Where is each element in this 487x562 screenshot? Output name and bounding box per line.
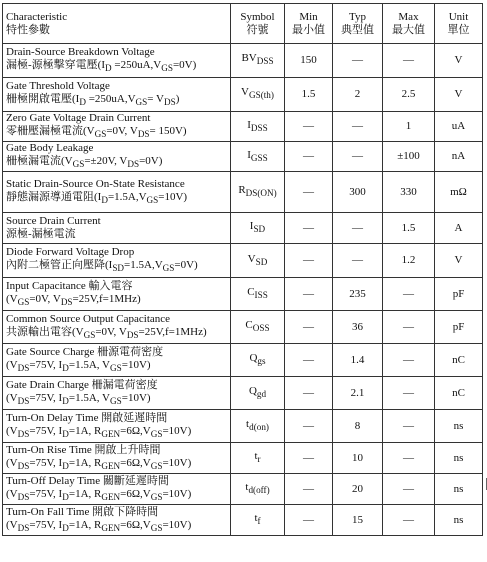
min-cell: — xyxy=(285,443,333,474)
spec-table-body xyxy=(3,44,483,536)
max-cell: — xyxy=(383,311,435,344)
unit-cell: A xyxy=(435,213,483,244)
min-cell: — xyxy=(285,172,333,213)
symbol-cell: $t_f$ xyxy=(231,505,285,536)
min-cell: — xyxy=(285,344,333,377)
unit-cell: ns xyxy=(435,505,483,536)
unit-cell: nC xyxy=(435,344,483,377)
typ-cell: 10 xyxy=(333,443,383,474)
spec-table xyxy=(2,3,483,536)
characteristic-cell xyxy=(3,505,231,536)
characteristic-name: Drain-Source Breakdown Voltage xyxy=(6,45,155,58)
typ-cell: 300 xyxy=(333,172,383,213)
characteristic-name: Zero Gate Voltage Drain Current xyxy=(6,112,151,124)
characteristic-name: Gate Source Charge 柵源電荷密度 xyxy=(6,345,164,358)
characteristic-condition: 靜態漏源導通電阻$(I_D=1.5A,V_{GS}=10V)$ xyxy=(6,190,188,205)
symbol-cell: $Q_{gd}$ xyxy=(231,377,285,410)
header-symbol-zh: 符號 xyxy=(246,23,269,36)
header-characteristic xyxy=(3,4,231,44)
characteristic-condition: ($V_{DS}=75V$, $I_D=1A$, $R_{GEN}=6\Omega,V_{GS}=10V$) xyxy=(6,487,192,502)
characteristic-name: Common Source Output Capacitance xyxy=(6,312,171,325)
typ-cell: — xyxy=(333,44,383,78)
typ-cell: 1.4 xyxy=(333,344,383,377)
characteristic-cell xyxy=(3,443,231,474)
characteristic-cell xyxy=(3,410,231,443)
symbol-cell: $t_{d(off)}$ xyxy=(231,474,285,505)
table-row xyxy=(3,244,483,278)
table-row xyxy=(3,213,483,244)
min-cell: 150 xyxy=(285,44,333,78)
max-cell: — xyxy=(383,474,435,505)
min-cell: — xyxy=(285,142,333,172)
characteristic-condition: 零柵壓漏極電流($V_{GS}=0V$, $V_{DS}= 150V$) xyxy=(6,125,187,140)
min-cell: — xyxy=(285,505,333,536)
unit-cell: pF xyxy=(435,311,483,344)
characteristic-cell xyxy=(3,213,231,244)
max-cell: — xyxy=(383,44,435,78)
table-row xyxy=(3,142,483,172)
characteristic-condition: ($V_{DS}=75V$, $I_D=1.5A$, $V_{GS}=10V$) xyxy=(6,358,151,373)
characteristic-name: Gate Threshold Voltage xyxy=(6,79,110,92)
characteristic-name: Static Drain-Source On-State Resistance xyxy=(6,177,185,190)
characteristic-name: Gate Body Leakage xyxy=(6,142,94,155)
symbol-cell: $t_{d(on)}$ xyxy=(231,410,285,443)
characteristic-cell xyxy=(3,172,231,213)
min-cell: — xyxy=(285,112,333,142)
symbol-cell: $I_{DSS}$ xyxy=(231,112,285,142)
characteristic-name: Diode Forward Voltage Drop xyxy=(6,246,135,259)
header-symbol-en: Symbol xyxy=(240,10,275,23)
typ-cell: — xyxy=(333,142,383,172)
characteristic-name: Source Drain Current xyxy=(6,215,101,228)
unit-cell: uA xyxy=(435,112,483,142)
characteristic-condition: ($V_{DS}=75V$, $I_D=1.5A$, $V_{GS}=10V$) xyxy=(6,391,151,406)
header-typ-zh: 典型值 xyxy=(341,23,374,36)
table-row xyxy=(3,344,483,377)
characteristic-name: Turn-On Delay Time 開啟延遲時間 xyxy=(6,411,168,424)
typ-cell: 2 xyxy=(333,78,383,112)
page-edge-mark xyxy=(483,478,487,490)
characteristic-condition: 漏極-源極擊穿電壓$(I_D =250uA,V_{GS}=0V)$ xyxy=(6,58,197,74)
symbol-cell: $V_{SD}$ xyxy=(231,244,285,278)
characteristic-cell xyxy=(3,377,231,410)
table-row xyxy=(3,112,483,142)
header-min xyxy=(285,4,333,44)
table-row xyxy=(3,377,483,410)
characteristic-condition: 內附二極管正向壓降$(I_{SD}=1.5A,V_{GS}=0V)$ xyxy=(6,259,198,274)
table-row xyxy=(3,44,483,78)
characteristic-cell xyxy=(3,78,231,112)
table-row xyxy=(3,410,483,443)
characteristic-name: Gate Drain Charge 柵漏電荷密度 xyxy=(6,378,158,391)
header-min-zh: 最小值 xyxy=(292,23,325,36)
characteristic-cell xyxy=(3,244,231,278)
characteristic-cell xyxy=(3,344,231,377)
unit-cell: V xyxy=(435,78,483,112)
typ-cell: 2.1 xyxy=(333,377,383,410)
header-min-en: Min xyxy=(299,10,318,23)
typ-cell: 15 xyxy=(333,505,383,536)
unit-cell: ns xyxy=(435,474,483,505)
min-cell: 1.5 xyxy=(285,78,333,112)
max-cell: 1.2 xyxy=(383,244,435,278)
header-characteristic-en: Characteristic xyxy=(6,10,68,23)
symbol-cell: $I_{SD}$ xyxy=(231,213,285,244)
max-cell: ±100 xyxy=(383,142,435,172)
characteristic-condition: ($V_{DS}=75V$, $I_D=1A$, $R_{GEN}=6\Omega,V_{GS}=10V$) xyxy=(6,518,192,533)
characteristic-name: Input Capacitance 輸入電容 xyxy=(6,279,133,292)
header-unit-en: Unit xyxy=(448,10,469,23)
min-cell: — xyxy=(285,311,333,344)
header-symbol xyxy=(231,4,285,44)
symbol-cell: $Q_{gs}$ xyxy=(231,344,285,377)
max-cell: — xyxy=(383,443,435,474)
unit-cell: nC xyxy=(435,377,483,410)
characteristic-condition: 源極-漏極電流 xyxy=(6,228,76,241)
characteristic-condition: ($V_{DS}=75V$, $I_D=1A$, $R_{GEN}=6\Omega,V_{GS}=10V$) xyxy=(6,456,192,471)
max-cell: 2.5 xyxy=(383,78,435,112)
symbol-cell: $BV_{DSS}$ xyxy=(231,44,285,78)
characteristic-condition: 柵極開啟電壓$(I_D =250uA,V_{GS}= V_{DS})$ xyxy=(6,92,180,108)
symbol-cell: $R_{DS(ON)}$ xyxy=(231,172,285,213)
characteristic-cell xyxy=(3,278,231,311)
characteristic-condition: ($V_{GS}=0V$, $V_{DS}=25V,f=1MHz$) xyxy=(6,292,141,307)
characteristic-cell xyxy=(3,311,231,344)
characteristic-condition: 柵極漏電流($V_{GS}=\pm 20V$, $V_{DS}=0V$) xyxy=(6,155,163,170)
max-cell: — xyxy=(383,410,435,443)
header-characteristic-zh: 特性參數 xyxy=(6,23,50,36)
table-row xyxy=(3,311,483,344)
unit-cell: V xyxy=(435,244,483,278)
unit-cell: pF xyxy=(435,278,483,311)
max-cell: — xyxy=(383,278,435,311)
typ-cell: 8 xyxy=(333,410,383,443)
table-row xyxy=(3,78,483,112)
typ-cell: — xyxy=(333,244,383,278)
unit-cell: nA xyxy=(435,142,483,172)
min-cell: — xyxy=(285,278,333,311)
typ-cell: 36 xyxy=(333,311,383,344)
header-typ-en: Typ xyxy=(349,10,366,23)
min-cell: — xyxy=(285,244,333,278)
table-row xyxy=(3,443,483,474)
unit-cell: ns xyxy=(435,443,483,474)
table-row xyxy=(3,172,483,213)
unit-cell: V xyxy=(435,44,483,78)
symbol-cell: $I_{GSS}$ xyxy=(231,142,285,172)
symbol-cell: $V_{GS(th)}$ xyxy=(231,78,285,112)
header-typ xyxy=(333,4,383,44)
typ-cell: — xyxy=(333,213,383,244)
symbol-cell: $C_{ISS}$ xyxy=(231,278,285,311)
typ-cell: 20 xyxy=(333,474,383,505)
min-cell: — xyxy=(285,474,333,505)
characteristic-condition: ($V_{DS}=75V$, $I_D=1A$, $R_{GEN}=6\Omega,V_{GS}=10V$) xyxy=(6,424,192,439)
typ-cell: 235 xyxy=(333,278,383,311)
characteristic-cell xyxy=(3,44,231,78)
header-max-en: Max xyxy=(398,10,419,23)
max-cell: 1 xyxy=(383,112,435,142)
table-row xyxy=(3,474,483,505)
header-max-zh: 最大值 xyxy=(392,23,425,36)
characteristic-name: Turn-On Fall Time 開啟下降時間 xyxy=(6,505,159,518)
header-max xyxy=(383,4,435,44)
unit-cell: ns xyxy=(435,410,483,443)
header-row xyxy=(3,4,483,44)
min-cell: — xyxy=(285,410,333,443)
characteristic-condition: 共源輸出電容($V_{GS}=0V$, $V_{DS}=25V,f=1MHz$) xyxy=(6,325,207,340)
header-unit-zh: 單位 xyxy=(447,23,470,36)
header-unit xyxy=(435,4,483,44)
symbol-cell: $C_{OSS}$ xyxy=(231,311,285,344)
min-cell: — xyxy=(285,213,333,244)
characteristic-name: Turn-On Rise Time 開啟上升時間 xyxy=(6,443,161,456)
max-cell: 330 xyxy=(383,172,435,213)
table-row xyxy=(3,505,483,536)
typ-cell: — xyxy=(333,112,383,142)
max-cell: — xyxy=(383,377,435,410)
symbol-cell: $t_r$ xyxy=(231,443,285,474)
max-cell: — xyxy=(383,505,435,536)
max-cell: 1.5 xyxy=(383,213,435,244)
min-cell: — xyxy=(285,377,333,410)
characteristic-cell xyxy=(3,112,231,142)
characteristic-cell xyxy=(3,142,231,172)
characteristic-cell xyxy=(3,474,231,505)
table-row xyxy=(3,278,483,311)
unit-cell: mΩ xyxy=(435,172,483,213)
characteristic-name: Turn-Off Delay Time 關斷延遲時間 xyxy=(6,474,169,487)
max-cell: — xyxy=(383,344,435,377)
